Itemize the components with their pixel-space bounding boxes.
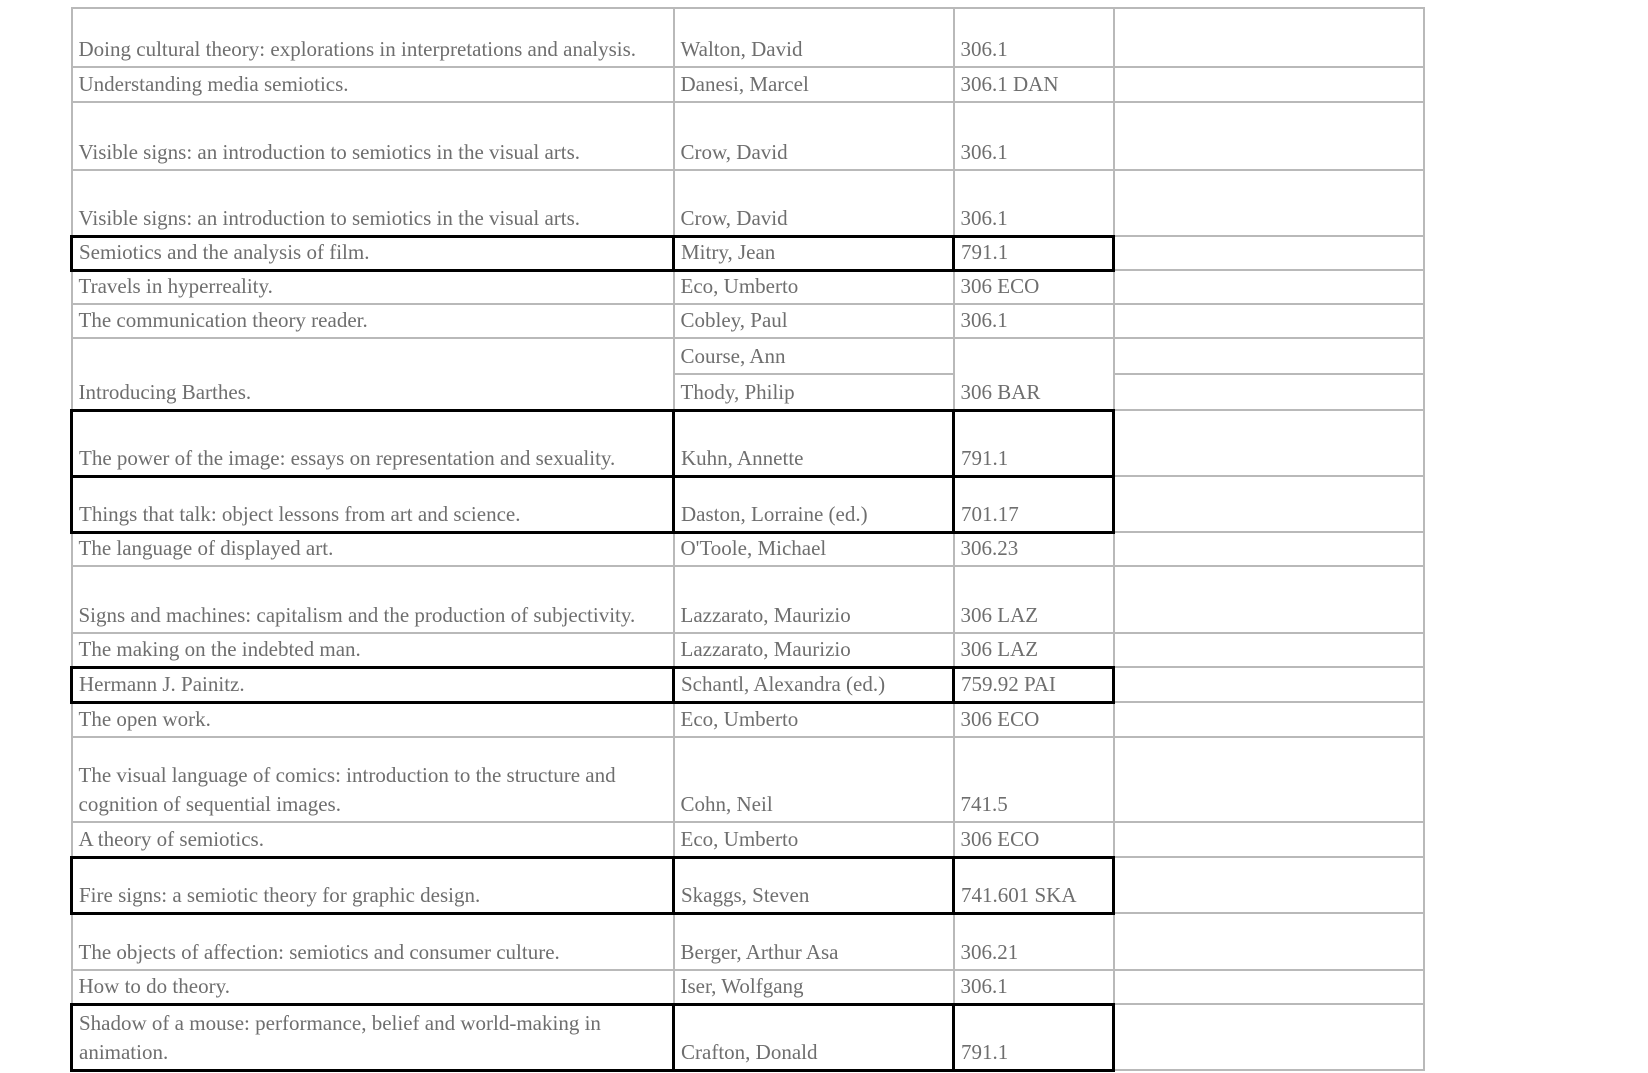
- author-cell[interactable]: Lazzarato, Maurizio: [674, 633, 954, 667]
- empty-cell[interactable]: [1114, 8, 1424, 67]
- title-cell[interactable]: The visual language of comics: introduction to the structure and cognition of sequential images.: [72, 737, 674, 822]
- table-row-emphasized: [72, 410, 1424, 476]
- title-cell[interactable]: The power of the image: essays on representation and sexuality.: [72, 410, 674, 476]
- empty-cell[interactable]: [1114, 822, 1424, 857]
- title-cell[interactable]: The making on the indebted man.: [72, 633, 674, 667]
- classmark-cell[interactable]: 306.1: [954, 8, 1114, 67]
- title-cell[interactable]: Shadow of a mouse: performance, belief and world-making in animation.: [72, 1004, 674, 1070]
- author-cell[interactable]: Cobley, Paul: [674, 304, 954, 338]
- table-row: [72, 737, 1424, 822]
- title-cell[interactable]: Things that talk: object lessons from art and science.: [72, 476, 674, 532]
- author-cell[interactable]: Crafton, Donald: [674, 1004, 954, 1070]
- table-row: [72, 970, 1424, 1004]
- classmark-cell[interactable]: 306.1: [954, 102, 1114, 170]
- title-cell[interactable]: How to do theory.: [72, 970, 674, 1004]
- author-cell[interactable]: Eco, Umberto: [674, 702, 954, 737]
- author-cell[interactable]: Thody, Philip: [674, 374, 954, 410]
- table-row: [72, 304, 1424, 338]
- classmark-cell[interactable]: 306.21: [954, 913, 1114, 970]
- title-cell[interactable]: Hermann J. Painitz.: [72, 667, 674, 702]
- table-row: [72, 102, 1424, 170]
- table-row-emphasized: [72, 857, 1424, 913]
- author-cell[interactable]: O'Toole, Michael: [674, 532, 954, 566]
- classmark-cell[interactable]: 306.1: [954, 970, 1114, 1004]
- author-cell[interactable]: Eco, Umberto: [674, 270, 954, 304]
- classmark-cell[interactable]: 306 BAR: [954, 338, 1114, 410]
- table-row: [72, 566, 1424, 633]
- empty-cell[interactable]: [1114, 304, 1424, 338]
- author-cell[interactable]: Course, Ann: [674, 338, 954, 374]
- classmark-cell[interactable]: 791.1: [954, 1004, 1114, 1070]
- title-cell[interactable]: Visible signs: an introduction to semiotics in the visual arts.: [72, 170, 674, 236]
- author-cell[interactable]: Cohn, Neil: [674, 737, 954, 822]
- author-cell[interactable]: Schantl, Alexandra (ed.): [674, 667, 954, 702]
- classmark-cell[interactable]: 759.92 PAI: [954, 667, 1114, 702]
- table-row: [72, 532, 1424, 566]
- classmark-cell[interactable]: 306.23: [954, 532, 1114, 566]
- title-cell[interactable]: Understanding media semiotics.: [72, 67, 674, 102]
- author-cell[interactable]: Crow, David: [674, 170, 954, 236]
- table-row: [72, 8, 1424, 67]
- title-cell[interactable]: Semiotics and the analysis of film.: [72, 236, 674, 270]
- table-row: [72, 913, 1424, 970]
- empty-cell[interactable]: [1114, 476, 1424, 532]
- table-row: [72, 338, 1424, 374]
- table-row: [72, 170, 1424, 236]
- author-cell[interactable]: Danesi, Marcel: [674, 67, 954, 102]
- classmark-cell[interactable]: 306.1: [954, 304, 1114, 338]
- author-cell[interactable]: Eco, Umberto: [674, 822, 954, 857]
- empty-cell[interactable]: [1114, 566, 1424, 633]
- author-cell[interactable]: Kuhn, Annette: [674, 410, 954, 476]
- author-cell[interactable]: Lazzarato, Maurizio: [674, 566, 954, 633]
- title-cell[interactable]: A theory of semiotics.: [72, 822, 674, 857]
- empty-cell[interactable]: [1114, 532, 1424, 566]
- classmark-cell[interactable]: 306.1 DAN: [954, 67, 1114, 102]
- empty-cell[interactable]: [1114, 270, 1424, 304]
- table-row: [72, 822, 1424, 857]
- author-cell[interactable]: Skaggs, Steven: [674, 857, 954, 913]
- author-cell[interactable]: Crow, David: [674, 102, 954, 170]
- title-cell[interactable]: The objects of affection: semiotics and consumer culture.: [72, 913, 674, 970]
- title-cell[interactable]: The open work.: [72, 702, 674, 737]
- empty-cell[interactable]: [1114, 67, 1424, 102]
- title-cell[interactable]: Introducing Barthes.: [72, 338, 674, 410]
- title-cell[interactable]: Signs and machines: capitalism and the production of subjectivity.: [72, 566, 674, 633]
- empty-cell[interactable]: [1114, 737, 1424, 822]
- empty-cell[interactable]: [1114, 102, 1424, 170]
- title-cell[interactable]: The communication theory reader.: [72, 304, 674, 338]
- classmark-cell[interactable]: 701.17: [954, 476, 1114, 532]
- classmark-cell[interactable]: 306 ECO: [954, 270, 1114, 304]
- empty-cell[interactable]: [1114, 970, 1424, 1004]
- table-row: [72, 67, 1424, 102]
- empty-cell[interactable]: [1114, 633, 1424, 667]
- title-cell[interactable]: Visible signs: an introduction to semiotics in the visual arts.: [72, 102, 674, 170]
- empty-cell[interactable]: [1114, 1004, 1424, 1070]
- table-row-emphasized: [72, 476, 1424, 532]
- author-cell[interactable]: Iser, Wolfgang: [674, 970, 954, 1004]
- author-cell[interactable]: Berger, Arthur Asa: [674, 913, 954, 970]
- classmark-cell[interactable]: 306 ECO: [954, 822, 1114, 857]
- table-row-emphasized: [72, 667, 1424, 702]
- empty-cell[interactable]: [1114, 170, 1424, 236]
- empty-cell[interactable]: [1114, 857, 1424, 913]
- empty-cell[interactable]: [1114, 667, 1424, 702]
- title-cell[interactable]: Fire signs: a semiotic theory for graphic design.: [72, 857, 674, 913]
- title-cell[interactable]: The language of displayed art.: [72, 532, 674, 566]
- classmark-cell[interactable]: 306.1: [954, 170, 1114, 236]
- empty-cell[interactable]: [1114, 338, 1424, 374]
- author-cell[interactable]: Walton, David: [674, 8, 954, 67]
- empty-cell[interactable]: [1114, 410, 1424, 476]
- table-row: [72, 633, 1424, 667]
- empty-cell[interactable]: [1114, 702, 1424, 737]
- classmark-cell[interactable]: 791.1: [954, 410, 1114, 476]
- title-cell[interactable]: Travels in hyperreality.: [72, 270, 674, 304]
- empty-cell[interactable]: [1114, 374, 1424, 410]
- classmark-cell[interactable]: 306 LAZ: [954, 566, 1114, 633]
- classmark-cell[interactable]: 791.1: [954, 236, 1114, 270]
- table-row-emphasized: [72, 1004, 1424, 1070]
- author-cell[interactable]: Daston, Lorraine (ed.): [674, 476, 954, 532]
- classmark-cell[interactable]: 741.601 SKA: [954, 857, 1114, 913]
- empty-cell[interactable]: [1114, 913, 1424, 970]
- classmark-cell[interactable]: 306 LAZ: [954, 633, 1114, 667]
- book-list-table: [70, 7, 1425, 1072]
- empty-cell[interactable]: [1114, 236, 1424, 270]
- classmark-cell[interactable]: 306 ECO: [954, 702, 1114, 737]
- author-cell[interactable]: Mitry, Jean: [674, 236, 954, 270]
- table-row: [72, 270, 1424, 304]
- table-row-emphasized: [72, 236, 1424, 270]
- table-row: [72, 702, 1424, 737]
- classmark-cell[interactable]: 741.5: [954, 737, 1114, 822]
- title-cell[interactable]: Doing cultural theory: explorations in interpretations and analysis.: [72, 8, 674, 67]
